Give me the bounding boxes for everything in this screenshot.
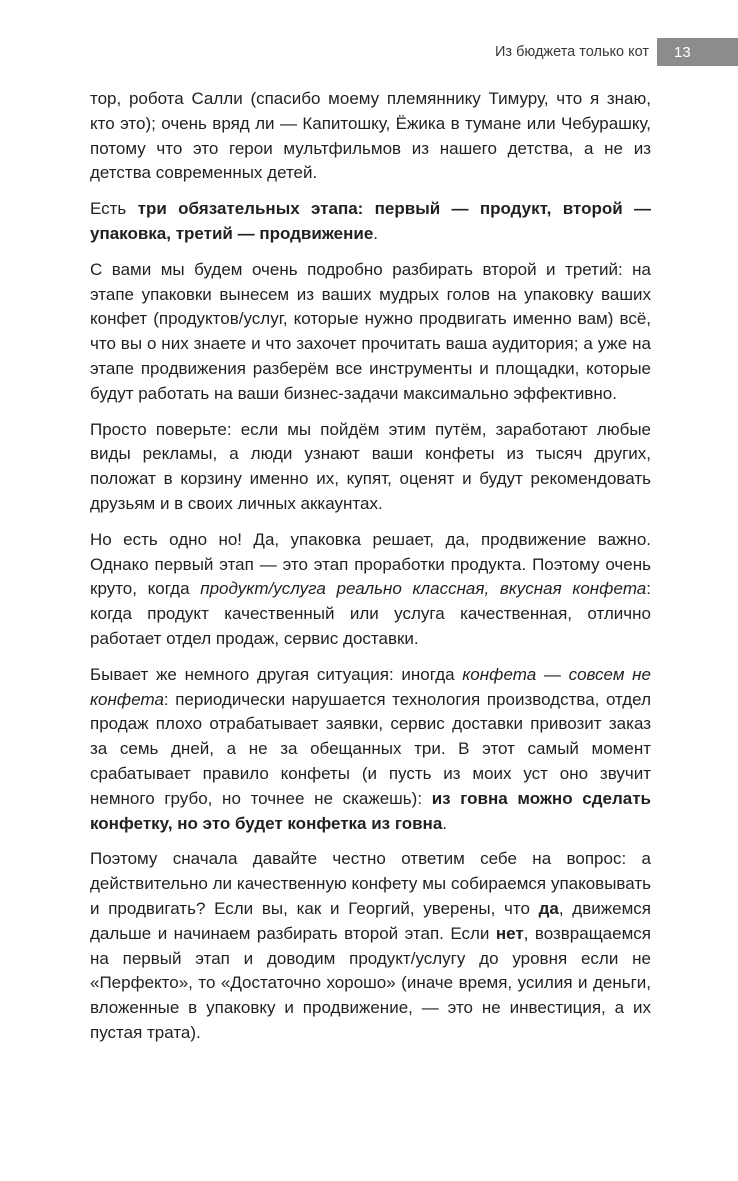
text-run: Но есть одно но! Да, упаковка решает, да, продвижение важно. Однако первый этап — это этап проработки продукта. Поэтому очень круто, когда	[90, 529, 651, 599]
text-run: тор, робота Салли (спасибо моему племяннику Тимуру, что я знаю, кто это); очень вряд ли — Капитошку, Ёжика в тумане или Чебурашку, потому что это герои мультфильмов из нашего детства, а не из детства современных детей.	[90, 89, 651, 183]
text-run: Поэтому сначала давайте честно ответим себе на вопрос: а действительно ли качественную конфету мы собираемся упаковывать и продвигать? Если вы, как и Георгий, уверены, что	[90, 849, 651, 918]
body-text	[90, 87, 651, 1057]
running-header	[495, 38, 738, 66]
text-run: : когда продукт качественный или услуга качественная, отлично работает отдел продаж, сервис доставки.	[90, 579, 651, 648]
paragraph	[90, 197, 651, 247]
bold-text: нет	[495, 923, 524, 943]
text-run: С вами мы будем очень подробно разбирать второй и третий: на этапе упаковки вынесем из ваших мудрых голов на упаковку ваших конфет (продуктов/услуг, которые нужно продвигать именно вам) всё, что вы о них знаете и что захочет прочитать ваша аудитория; а уже на этапе продвижения разберём все инструменты и площадки, которые будут работать на ваши бизнес-задачи максимально эффективно.	[90, 259, 651, 403]
italic-text: конфета — совсем не конфета	[90, 664, 651, 709]
italic-text: продукт/услуга реально классная, вкусная конфета	[200, 579, 647, 599]
text-run: , возвращаемся на первый этап и доводим продукт/услугу до уровня если не «Перфекто», то «Достаточно хорошо» (иначе время, усилия и деньги, вложенные в упаковку и продвижение, — это не инвестиция, а их пустая трата).	[90, 923, 651, 1042]
paragraph	[90, 258, 651, 407]
bold-text: три обязательных этапа: первый — продукт, второй — упаковка, третий — продвижение	[90, 199, 652, 243]
paragraph	[90, 418, 651, 517]
paragraph	[90, 528, 651, 652]
text-run: : периодически нарушается технология производства, отдел продаж плохо отрабатывает заявки, сервис доставки привозит заказ за семь дней, а не за обещанных три. В этот самый момент срабатывает правило конфеты (и пусть из моих уст оно звучит немного грубо, но точнее не скажешь):	[90, 689, 651, 808]
text-run: Бывает же немного другая ситуация: иногда	[90, 664, 463, 684]
paragraph	[90, 847, 651, 1045]
text-run: Просто поверьте: если мы пойдём этим путём, заработают любые виды рекламы, а люди узнают ваши конфеты из тысяч других, положат в корзину именно их, купят, оценят и будут рекомендовать друзьям и в своих личных аккаунтах.	[90, 419, 651, 513]
running-title: Из бюджета только кот	[494, 44, 649, 60]
text-run: Есть	[90, 199, 138, 219]
bold-text: да	[538, 898, 559, 918]
text-run: .	[373, 223, 379, 243]
text-run: , движемся дальше и начинаем разбирать второй этап. Если	[90, 898, 651, 943]
paragraph	[90, 87, 651, 186]
page-number: 13	[657, 38, 738, 66]
text-run: .	[442, 813, 448, 833]
bold-text: из говна можно сделать конфетку, но это будет конфетка из говна	[90, 788, 651, 833]
paragraph	[90, 663, 651, 837]
